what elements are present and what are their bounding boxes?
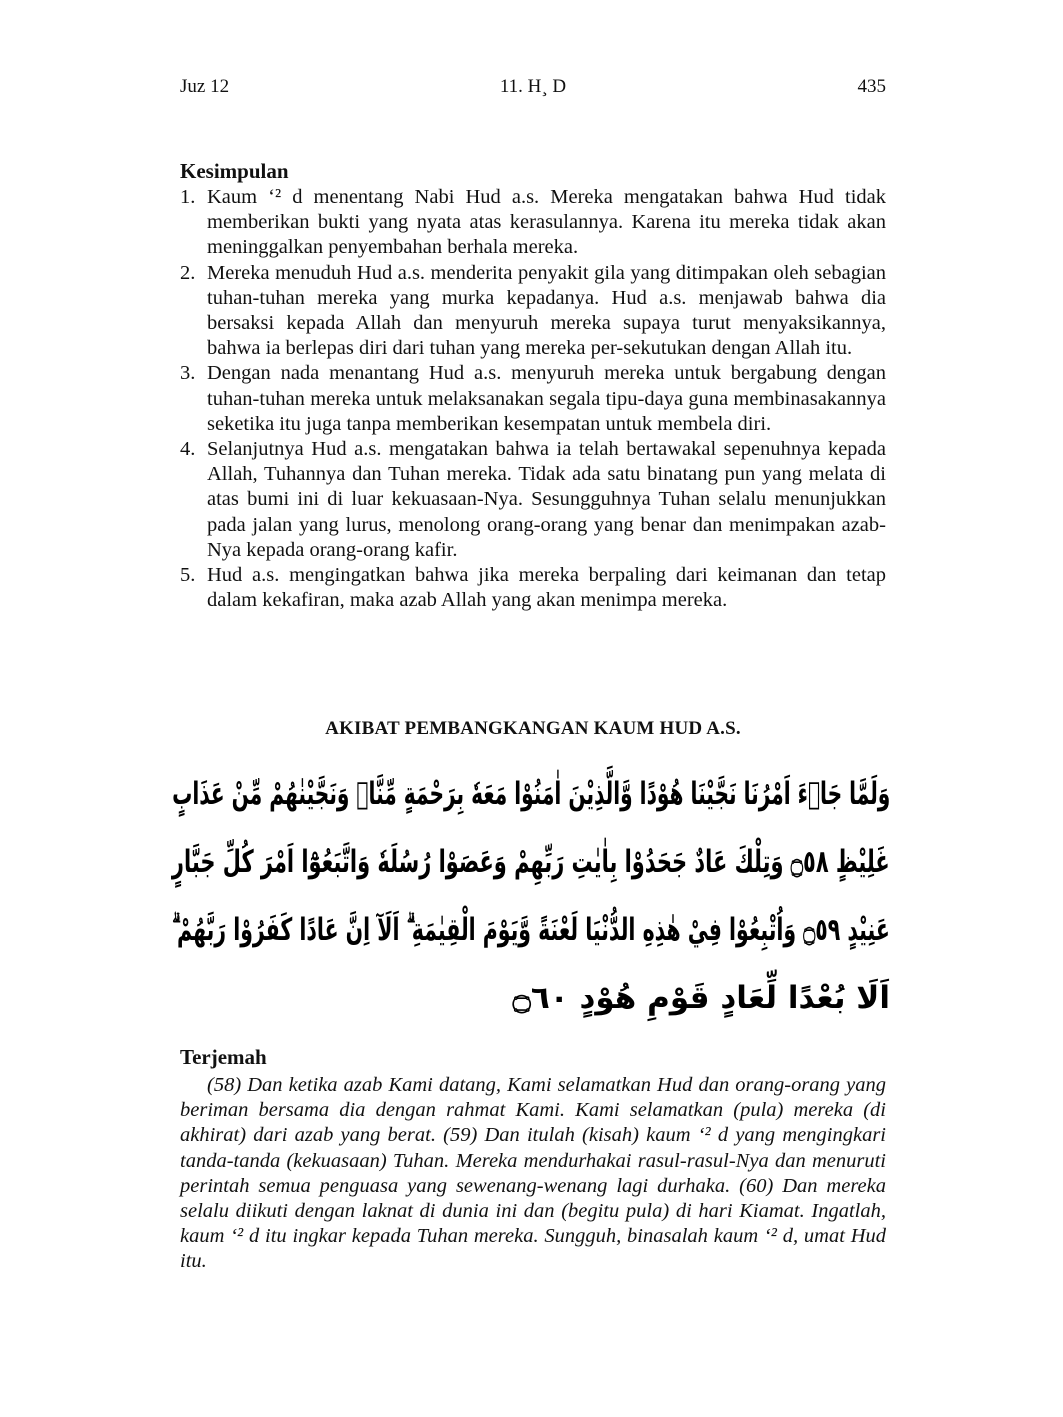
list-text: Mereka menuduh Hud a.s. menderita penyakit gila yang ditimpakan oleh sebagian tuhan-tuhan mereka yang murka kepadanya. Hud a.s. menjawab bahwa dia bersaksi kepada Allah dan menyuruh mereka supaya turut menyaksikannya, bahwa ia berlepas diri dari tuhan yang mereka per-sekutukan dengan Allah itu. [207, 261, 886, 360]
surah-label: 11. H¸ D [499, 76, 567, 97]
juz-label: Juz 12 [180, 76, 230, 97]
list-item [180, 563, 886, 613]
list-number: 3. [180, 362, 196, 385]
list-text: Selanjutnya Hud a.s. mengatakan bahwa ia telah bertawakal sepenuhnya kepada Allah, Tuhannya dan Tuhan mereka. Tidak ada satu binatang pun yang melata di atas bumi ini di luar kekuasaan-Nya. Sesungguhnya Tuhan selalu menunjukkan pada jalan yang lurus, menolong orang-orang yang benar dan menimpakan azab-Nya kepada orang-orang kafir. [207, 438, 886, 561]
list-item [180, 437, 886, 563]
list-number: 5. [180, 564, 196, 587]
list-item [180, 185, 886, 261]
list-number: 4. [180, 438, 196, 461]
arabic-verse-line: وَلَمَّا جَاۤءَ اَمْرُنَا نَجَّيْنَا هُوْدًا وَّالَّذِيْنَ اٰمَنُوْا مَعَهٗ بِرَحْمَةٍ مِّنَّاۚ وَنَجَّيْنٰهُمْ مِّنْ عَذَابٍ [171, 776, 890, 812]
arabic-verse-line: غَلِيْظٍ ۝٥٨ وَتِلْكَ عَادٌ جَحَدُوْا بِاٰيٰتِ رَبِّهِمْ وَعَصَوْا رُسُلَهٗ وَاتَّبَعُوْٓا اَمْرَ كُلِّ جَبَّارٍ [172, 844, 890, 880]
arabic-verse-line: عَنِيْدٍ ۝٥٩ وَاُتْبِعُوْا فِيْ هٰذِهِ الدُّنْيَا لَعْنَةً وَّيَوْمَ الْقِيٰمَةِ ۗ اَلَآ اِنَّ عَادًا كَفَرُوْا رَبَّهُمْ ۗ [172, 912, 890, 948]
list-item [180, 261, 886, 362]
conclusion-heading: Kesimpulan [180, 159, 289, 183]
list-text: Kaum ‘² d menentang Nabi Hud a.s. Mereka mengatakan bahwa Hud tidak memberikan bukti yang nyata atas kerasulannya. Karena itu mereka tidak akan meninggalkan penyembahan berhala mereka. [207, 186, 886, 259]
conclusion-list [180, 185, 886, 613]
list-item [180, 361, 886, 437]
translation-heading: Terjemah [180, 1045, 267, 1069]
section-title: AKIBAT PEMBANGKANGAN KAUM HUD A.S. [325, 718, 741, 739]
arabic-verse-line: اَلَا بُعْدًا لِّعَادٍ قَوْمِ هُوْدٍ ۝٦٠ [512, 980, 890, 1016]
running-header [180, 76, 886, 102]
list-text: Dengan nada menantang Hud a.s. menyuruh mereka untuk bergabung dengan tuhan-tuhan mereka untuk melaksanakan segala tipu-daya guna membinasakannya seketika itu juga tanpa memberikan kesempatan untuk membela diri. [207, 362, 886, 435]
translation-text: (58) Dan ketika azab Kami datang, Kami selamatkan Hud dan orang-orang yang beriman bersama dia dengan rahmat Kami. Kami selamatkan (pula) mereka (di akhirat) dari azab yang berat. (59) Dan itulah (kisah) kaum ‘² d yang mengingkari tanda-tanda (kekuasaan) Tuhan. Mereka mendurhakai rasul-rasul-Nya dan menuruti perintah semua penguasa yang sewenang-wenang lagi durhaka. (60) Dan mereka selalu diikuti dengan laknat di dunia ini dan (begitu pula) di hari Kiamat. Ingatlah, kaum ‘² d itu ingkar kepada Tuhan mereka. Sungguh, binasalah kaum ‘² d, umat Hud itu. [180, 1074, 886, 1273]
arabic-verses [172, 770, 890, 1038]
list-number: 2. [180, 261, 196, 284]
list-number: 1. [180, 186, 196, 208]
page-number: 435 [857, 76, 886, 97]
list-text: Hud a.s. mengingatkan bahwa jika mereka berpaling dari keimanan dan tetap dalam kekafiran, maka azab Allah yang akan menimpa mereka. [207, 564, 886, 612]
